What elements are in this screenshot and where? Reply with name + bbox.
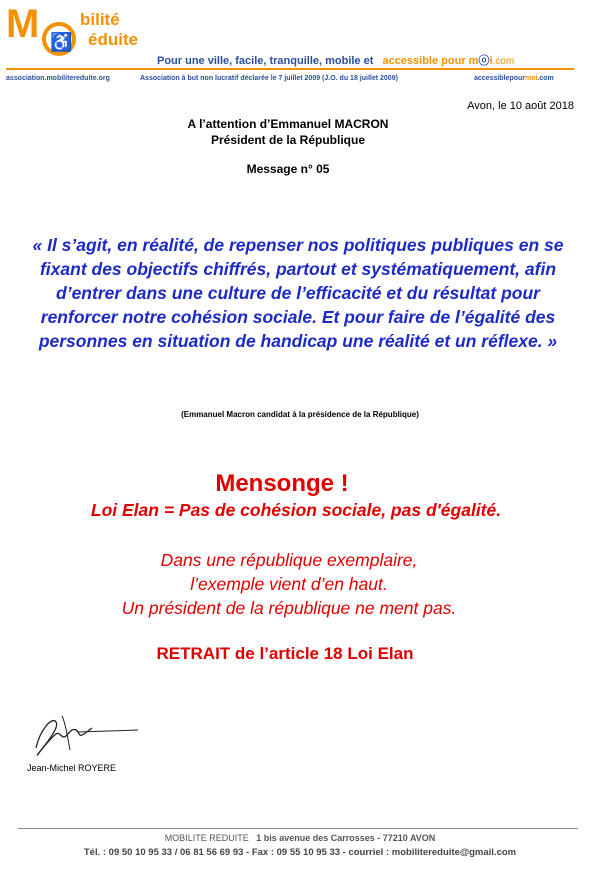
logo (6, 2, 151, 70)
logo-reduite: éduite (88, 30, 139, 49)
tagline-text: Pour une ville, facile, tranquille, mobile et (157, 55, 374, 67)
header-divider (6, 68, 574, 70)
mensonge-heading: Mensonge ! (215, 470, 349, 497)
retrait-demand: RETRAIT de l’article 18 Loi Elan (156, 644, 414, 663)
footer-org: MOBILITE REDUITE (164, 833, 249, 843)
recipient-line1: A l’attention d’Emmanuel MACRON (187, 117, 389, 131)
association-url[interactable]: association.mobilitereduite.org (6, 75, 110, 82)
wheelchair-o-icon: ⓞ (478, 55, 490, 67)
handwritten-signature (22, 710, 142, 760)
tagline-accent[interactable]: accessible pour mⓞi.com (382, 55, 515, 67)
republic-line2: l’exemple vient d’en haut. (190, 574, 388, 594)
website-url[interactable]: accessiblepourmoi.com (474, 75, 554, 82)
footer-address (2, 833, 596, 843)
quote-citation: (Emmanuel Macron candidat à la présidence de la République) (181, 410, 419, 419)
republic-line3: Un président de la république ne ment pas. (121, 598, 457, 618)
association-declaration: Association à but non lucratif déclarée le 7 juillet 2009 (J.O. du 18 juillet 2009) (140, 75, 398, 82)
recipient (0, 116, 586, 148)
footer-contact[interactable]: Tél. : 09 50 10 95 33 / 06 81 56 69 93 - Fax : 09 55 10 95 33 - courriel : mobilitereduite@gmail.com (83, 847, 517, 858)
letter-date: Avon, le 10 août 2018 (467, 100, 574, 112)
message-number: Message n° 05 (246, 162, 330, 176)
macron-quote: « Il s’agit, en réalité, de repenser nos politiques publiques en se fixant des objectifs chiffrés, partout et systématiquement, afin d’entrer dans une culture de l’efficacité et du résultat pour renforcer notre cohésion sociale. Et pour faire de l’égalité des personnes en situation de handicap une réalité et un réflexe. » (32, 235, 564, 351)
republic-line1: Dans une république exemplaire, (160, 550, 418, 570)
republic-statement (0, 548, 587, 620)
signer-name: Jean-Michel ROYERE (27, 763, 117, 773)
loi-elan-statement: Loi Elan = Pas de cohésion sociale, pas d'égalité. (90, 500, 502, 520)
logo-bilite: bilité (80, 10, 120, 29)
recipient-line2: Président de la République (210, 133, 366, 147)
footer-divider (18, 828, 578, 829)
wheelchair-icon: ♿ (50, 32, 73, 52)
tagline (157, 52, 514, 68)
logo-letter-m: M (6, 2, 40, 46)
footer-street: 1 bis avenue des Carrosses - 77210 AVON (256, 833, 436, 843)
